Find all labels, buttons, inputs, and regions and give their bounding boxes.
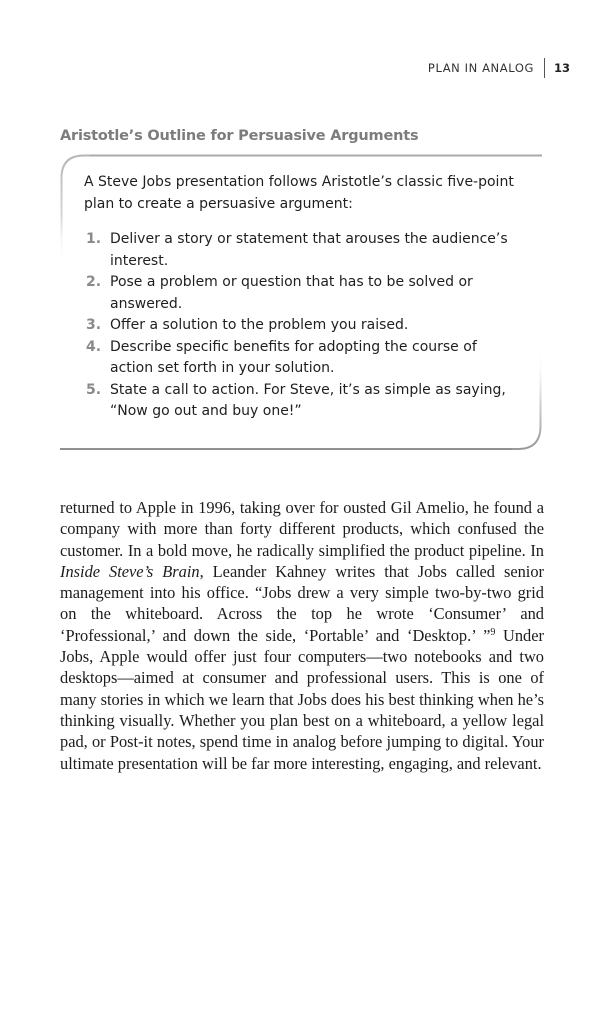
body-paragraph <box>60 497 544 774</box>
step-number: 4. <box>86 338 102 355</box>
body-text-part3: Under Jobs, Apple would offer just four computers—two notebooks and two desktops—aimed at consumer and professional users. This is one of many stories in which we learn that Jobs does his best thinking when he’s thinking visually. Whether you plan best on a whiteboard, a yellow legal pad, or Post-it notes, spend time in analog before jumping to digital. Your ultimate presentation will be far more interesting, engaging, and relevant. <box>60 625 544 773</box>
sidebar-title: Aristotle’s Outline for Persuasive Arguments <box>60 128 419 144</box>
sidebar-content <box>84 172 524 423</box>
step-item <box>86 380 524 423</box>
step-number: 2. <box>86 274 102 290</box>
step-text: Offer a solution to the problem you raised. <box>110 317 409 333</box>
sidebar-box <box>60 154 542 451</box>
page-number: 13 <box>553 61 570 75</box>
step-text: Describe specific benefits for adopting the course of action set forth in your solution. <box>110 338 477 376</box>
step-number: 1. <box>86 231 102 247</box>
step-item <box>86 337 524 380</box>
step-list <box>84 229 524 423</box>
step-item <box>86 272 524 315</box>
running-head-section: PLAN IN ANALOG <box>427 61 534 75</box>
body-text-part2: , Leander Kahney writes that Jobs called senior management into his office. “Jobs drew a very simple two-by-two grid on the whiteboard. Across the top he wrote ‘Consumer’ and ‘Professional,’ and down the side, ‘Portable’ and ‘Desktop.’ ” <box>60 561 545 645</box>
step-text: State a call to action. For Steve, it’s as simple as saying, “Now go out and buy one!” <box>110 381 506 419</box>
step-item <box>86 315 524 337</box>
step-number: 3. <box>86 317 102 333</box>
running-head-divider <box>544 58 545 78</box>
step-item <box>86 229 524 272</box>
running-head <box>428 58 570 78</box>
step-number: 5. <box>86 381 102 398</box>
step-text: Pose a problem or question that has to be solved or answered. <box>110 274 473 312</box>
step-text: Deliver a story or statement that arouses the audience’s interest. <box>110 231 508 269</box>
sidebar-intro: A Steve Jobs presentation follows Aristotle’s classic five-point plan to create a persuasive argument: <box>84 174 514 212</box>
footnote-marker: 9 <box>490 626 496 638</box>
body-text-part1: returned to Apple in 1996, taking over for ousted Gil Amelio, he found a company with more than forty different products, which confused the customer. In a bold move, he radically simplified the product pipeline. In <box>60 498 544 560</box>
book-title: Inside Steve’s Brain <box>60 561 200 581</box>
